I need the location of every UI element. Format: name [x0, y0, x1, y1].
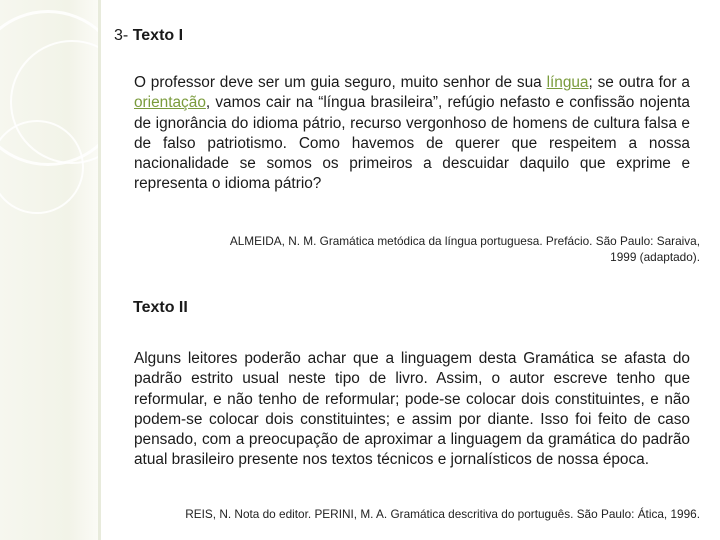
highlighted-word-orientacao: orientação	[134, 94, 206, 112]
text2-citation: REIS, N. Nota do editor. PERINI, M. A. Gramática descritiva do português. São Paulo: Ática, 1996.	[185, 507, 700, 521]
text2-title: Texto II	[133, 299, 188, 316]
question-heading	[114, 27, 183, 45]
text2-paragraph: Alguns leitores poderão achar que a linguagem desta Gramática se afasta do padrão estrito usual neste tipo de livro. Assim, o autor escreve tenho que reformular, e não tenho de reformular; pode-se colocar dois constituintes, e não podem-se colocar dois constituintes; e assim por diante. Isso foi feito de caso pensado, com a preocupação de aproximar a linguagem da gramática do padrão atual brasileiro presente nos textos técnicos e jornalísticos de nossa época.	[134, 350, 690, 469]
text1-segment: , vamos cair na “língua brasileira”, refúgio nefasto e confissão nojenta de ignorância do idioma pátrio, recurso vergonhoso de homens de cultura falsa e de falso patriotismo. Como havemos de querer que respeitem a nossa nacionalidade se somos os primeiros a descuidar daquilo que exprime e representa o idioma pátrio?	[134, 94, 690, 193]
text1-segment: O professor deve ser um guia seguro, muito senhor de sua	[134, 74, 547, 91]
decorative-side-band	[0, 0, 98, 540]
text1-paragraph	[134, 73, 690, 195]
decorative-circle	[0, 120, 84, 214]
decorative-divider	[98, 0, 101, 540]
citation-line: ALMEIDA, N. M. Gramática metódica da língua portuguesa. Prefácio. São Paulo: Saraiva,	[229, 234, 700, 248]
text1-citation	[130, 233, 700, 265]
text1-title: Texto I	[132, 27, 184, 44]
text1-segment: ; se outra for a	[588, 74, 690, 91]
highlighted-word-lingua: língua	[546, 74, 589, 91]
citation-line: 1999 (adaptado).	[610, 250, 700, 264]
question-number: 3-	[114, 27, 129, 44]
